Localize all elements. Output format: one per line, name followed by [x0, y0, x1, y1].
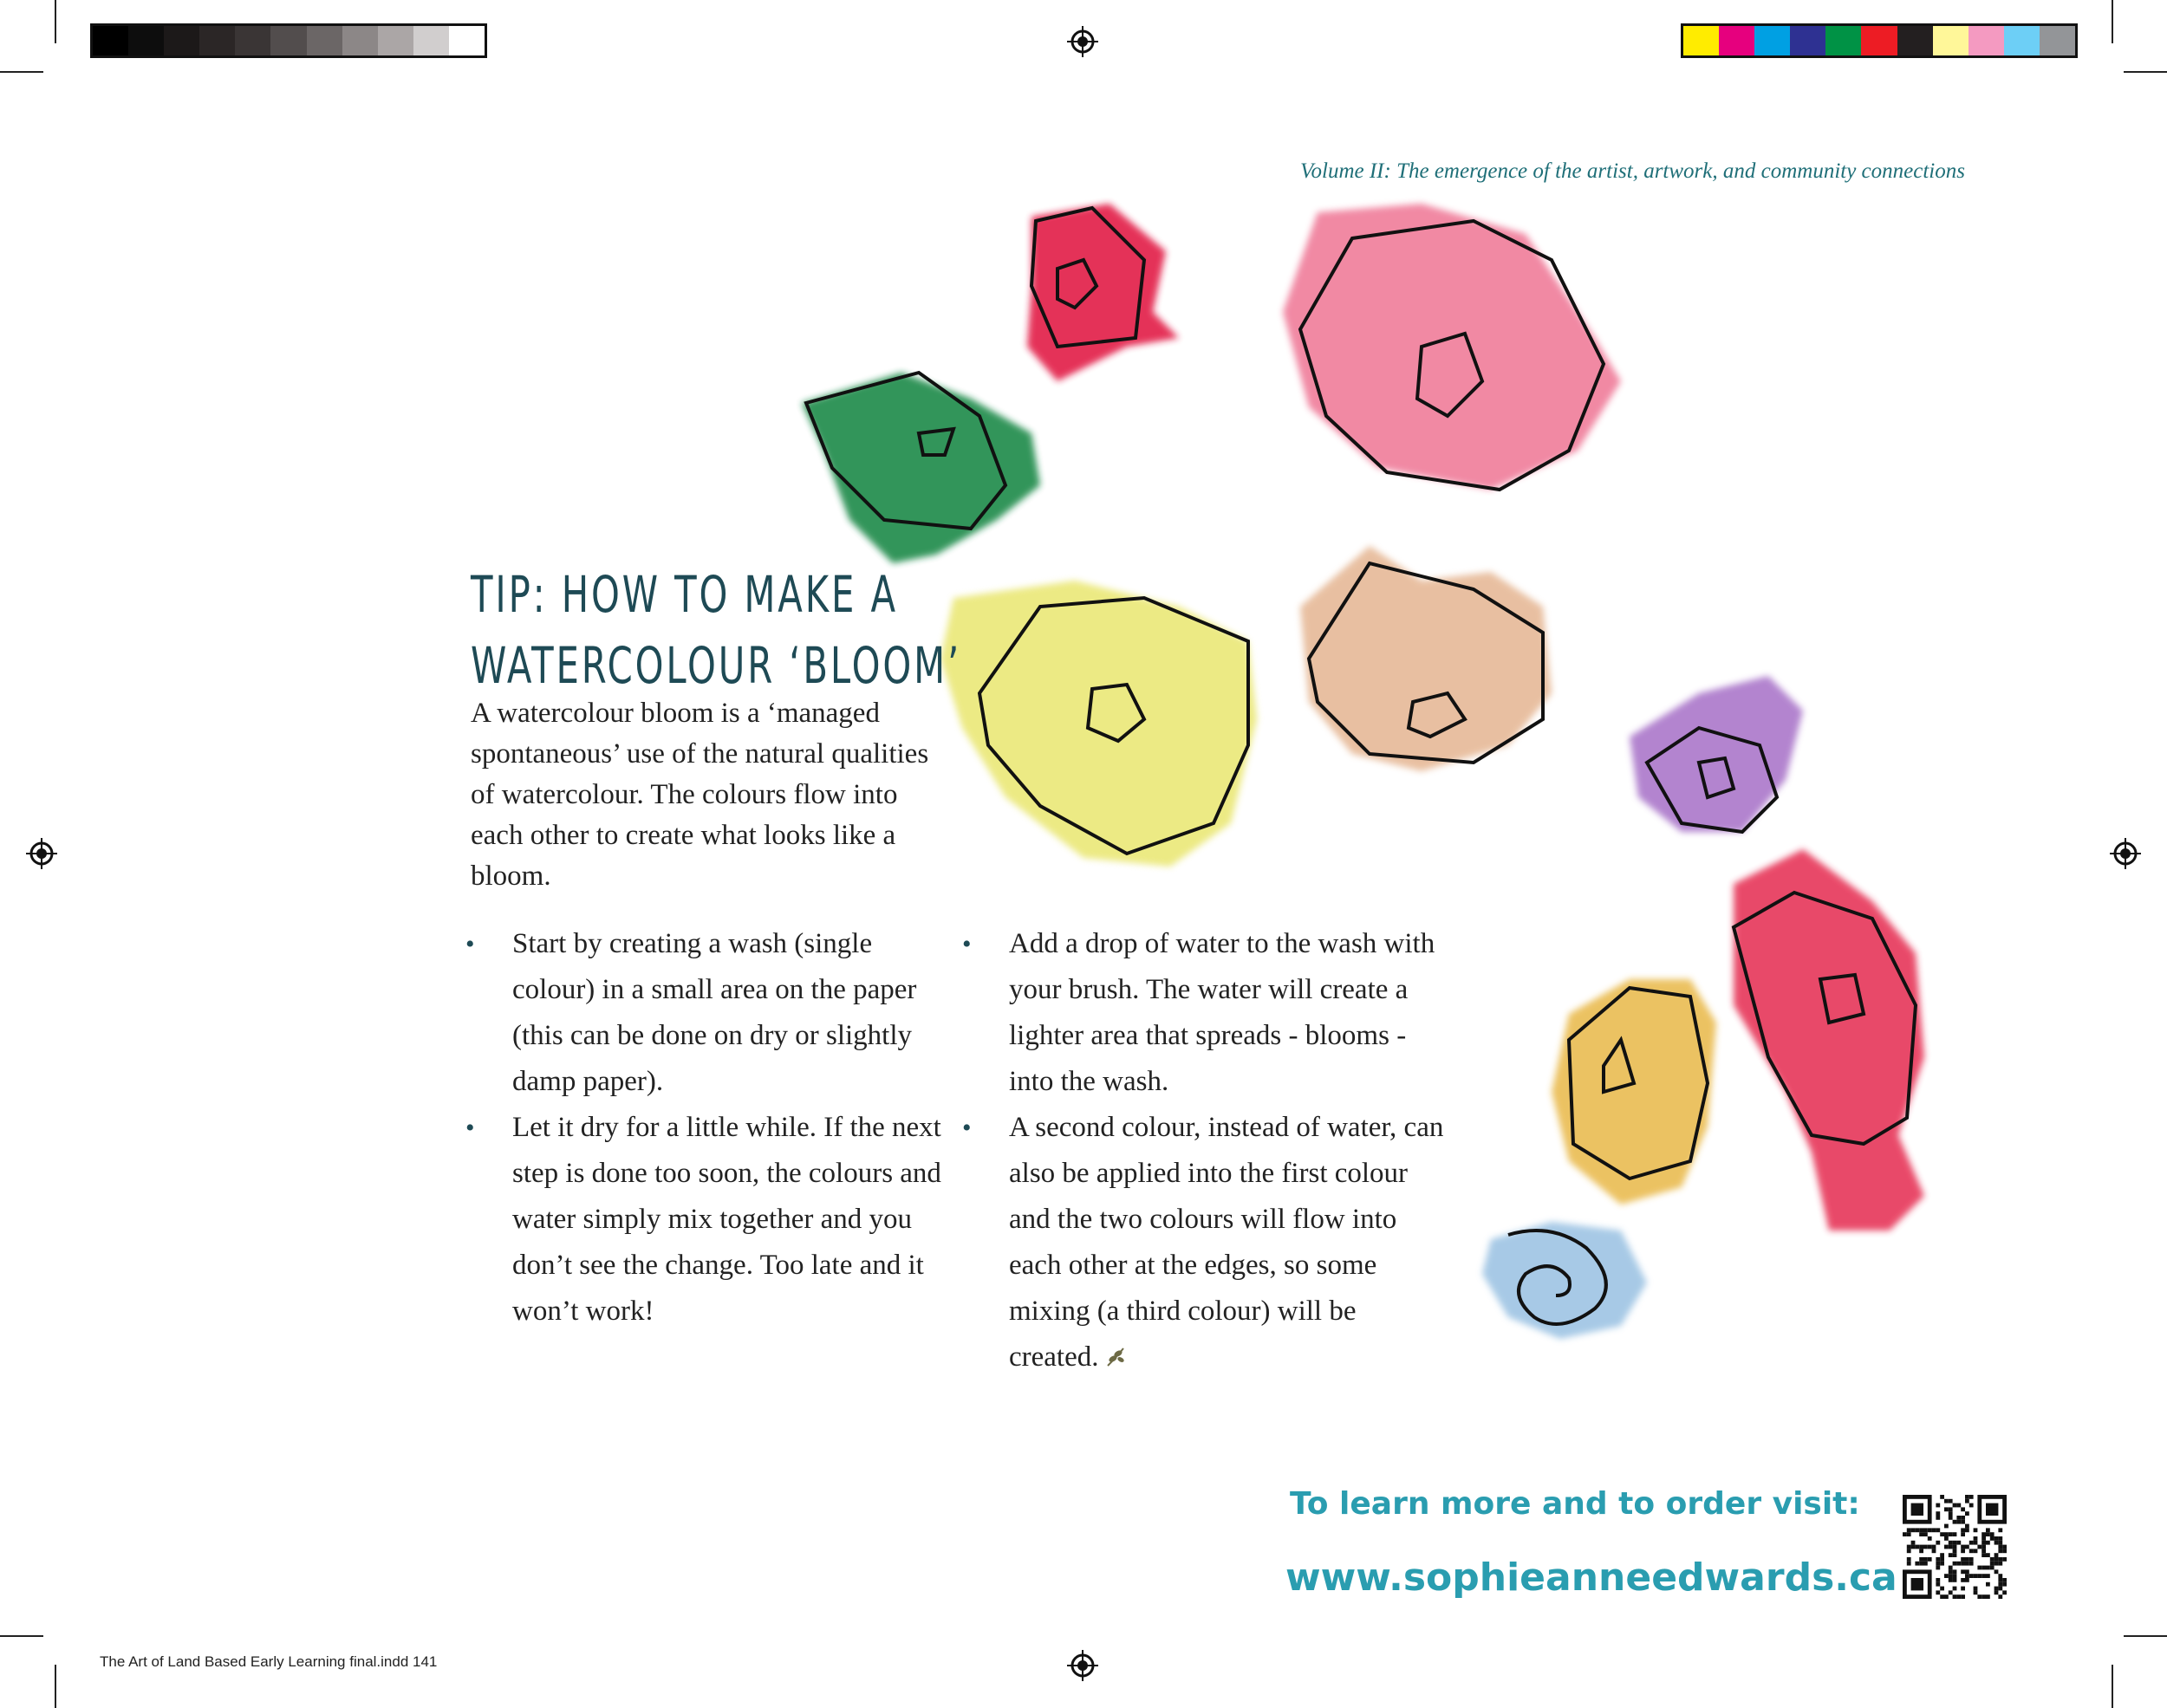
qr-module: [1949, 1507, 1953, 1511]
qr-module: [1977, 1574, 1982, 1578]
qr-module: [1944, 1574, 1949, 1578]
qr-module: [1986, 1541, 1990, 1545]
qr-module: [1986, 1528, 1990, 1532]
qr-module: [2002, 1590, 2007, 1594]
qr-module: [1965, 1545, 1969, 1549]
qr-module: [1923, 1532, 1928, 1536]
bullet-icon: •: [962, 930, 972, 958]
qr-module: [1953, 1520, 1957, 1524]
qr-module: [1998, 1574, 2002, 1578]
qr-module: [1990, 1562, 1995, 1566]
qr-module: [1961, 1578, 1965, 1582]
qr-module: [1919, 1532, 1923, 1536]
qr-module: [1940, 1562, 1944, 1566]
step-text: Start by creating a wash (single colour) in a small area on the paper (this can be done on dry or slightly damp paper).: [512, 928, 917, 1097]
qr-module: [1995, 1553, 1999, 1557]
qr-module: [2002, 1545, 2007, 1549]
qr-module: [2002, 1557, 2007, 1562]
qr-module: [1949, 1541, 1953, 1545]
qr-module: [1961, 1549, 1965, 1553]
qr-module: [1949, 1574, 1953, 1578]
steps-list-left: [465, 921, 951, 1335]
qr-module: [1961, 1587, 1965, 1591]
qr-module: [1949, 1499, 1953, 1503]
qr-module: [1965, 1524, 1969, 1529]
qr-module: [1923, 1562, 1928, 1566]
qr-module: [1982, 1536, 1986, 1541]
step-text: Let it dry for a little while. If the next step is done too soon, the colours and water simply mix together and you don’t see the change. Too late and it won’t work!: [512, 1112, 941, 1327]
qr-module: [1965, 1562, 1969, 1566]
qr-module: [1928, 1545, 1932, 1549]
qr-module: [1986, 1582, 1990, 1587]
qr-module: [1990, 1557, 1995, 1562]
qr-module: [1940, 1553, 1944, 1557]
bullet-icon: •: [962, 1114, 972, 1142]
qr-module: [1940, 1495, 1944, 1499]
qr-module: [1936, 1557, 1940, 1562]
qr-module: [1969, 1557, 1974, 1562]
qr-module: [1995, 1587, 1999, 1591]
qr-module: [1986, 1503, 1998, 1516]
qr-module: [1919, 1528, 1923, 1532]
qr-module: [1961, 1594, 1965, 1599]
qr-module: [1953, 1545, 1957, 1549]
qr-module: [1944, 1532, 1949, 1536]
golden-bloom: [1552, 979, 1716, 1205]
qr-module: [1923, 1545, 1928, 1549]
qr-module: [1944, 1499, 1949, 1503]
indd-slug: The Art of Land Based Early Learning final.indd 141: [100, 1653, 438, 1670]
qr-module: [1949, 1566, 1953, 1570]
qr-module: [1974, 1541, 1978, 1545]
qr-module: [1990, 1532, 1995, 1536]
qr-module: [1936, 1566, 1940, 1570]
red-bloom: [1027, 204, 1179, 381]
qr-module: [1961, 1528, 1965, 1532]
qr-module: [1949, 1578, 1953, 1582]
website-link[interactable]: www.sophieanneedwards.ca: [1285, 1555, 1897, 1600]
qr-module: [1949, 1516, 1953, 1520]
qr-module: [1944, 1545, 1949, 1549]
qr-module: [1936, 1578, 1940, 1582]
qr-module: [1911, 1545, 1916, 1549]
bullet-icon: •: [465, 1114, 475, 1142]
qr-module: [1936, 1582, 1940, 1587]
qr-module: [1990, 1536, 1995, 1541]
qr-module: [1949, 1569, 1953, 1574]
qr-module: [1928, 1557, 1932, 1562]
qr-module: [1974, 1549, 1978, 1553]
qr-module: [1911, 1578, 1923, 1590]
qr-module: [1953, 1553, 1957, 1557]
qr-module: [1977, 1545, 1982, 1549]
qr-module: [1986, 1566, 1990, 1570]
qr-module: [1995, 1562, 1999, 1566]
qr-module: [1961, 1532, 1965, 1536]
qr-module: [1907, 1545, 1911, 1549]
qr-module: [1998, 1536, 2002, 1541]
qr-module: [1936, 1511, 1940, 1516]
qr-module: [1965, 1569, 1969, 1574]
qr-module: [1923, 1528, 1928, 1532]
qr-module: [1998, 1587, 2002, 1591]
qr-module: [1986, 1532, 1990, 1536]
qr-module: [1982, 1549, 1986, 1553]
peach-bloom: [1300, 546, 1552, 771]
qr-module: [1998, 1582, 2002, 1587]
qr-module: [1961, 1557, 1965, 1562]
qr-module: [1956, 1594, 1961, 1599]
qr-module: [1932, 1545, 1936, 1549]
qr-module: [1915, 1528, 1919, 1532]
qr-module: [1940, 1594, 1944, 1599]
qr-module: [1949, 1590, 1953, 1594]
qr-module: [1986, 1574, 1990, 1578]
qr-module: [1956, 1562, 1961, 1566]
qr-module: [1919, 1557, 1923, 1562]
qr-module: [1932, 1528, 1936, 1532]
qr-module: [1965, 1557, 1969, 1562]
qr-module: [1965, 1511, 1969, 1516]
cta-label: To learn more and to order visit:: [1290, 1486, 1860, 1522]
qr-module: [1953, 1549, 1957, 1553]
qr-module: [1953, 1541, 1957, 1545]
yellow-bloom: [940, 581, 1257, 867]
qr-code-icon[interactable]: [1903, 1495, 2007, 1599]
qr-module: [1986, 1594, 1990, 1599]
qr-module: [1919, 1549, 1923, 1553]
qr-module: [1961, 1569, 1965, 1574]
qr-module: [1953, 1503, 1957, 1508]
qr-module: [1949, 1545, 1953, 1549]
qr-module: [1944, 1536, 1949, 1541]
qr-module: [1961, 1516, 1965, 1520]
qr-module: [1911, 1528, 1916, 1532]
qr-module: [1919, 1562, 1923, 1566]
qr-module: [1969, 1541, 1974, 1545]
qr-module: [1965, 1499, 1969, 1503]
qr-module: [1969, 1549, 1974, 1553]
qr-module: [1907, 1532, 1911, 1536]
qr-module: [1940, 1532, 1944, 1536]
qr-module: [1995, 1541, 1999, 1545]
qr-module: [1936, 1528, 1940, 1532]
qr-module: [1919, 1545, 1923, 1549]
qr-module: [1998, 1541, 2002, 1545]
qr-module: [1940, 1557, 1944, 1562]
qr-module: [1982, 1541, 1986, 1545]
qr-module: [1956, 1503, 1961, 1508]
qr-module: [1923, 1557, 1928, 1562]
qr-module: [1953, 1578, 1957, 1582]
pink-bloom: [1283, 204, 1621, 490]
green-bloom: [802, 373, 1040, 563]
qr-module: [1965, 1528, 1969, 1532]
tip-heading-line-2: WATERCOLOUR ‘BLOOM’: [471, 636, 962, 695]
qr-module: [1903, 1532, 1907, 1536]
qr-module: [1928, 1536, 1932, 1541]
qr-module: [1907, 1557, 1911, 1562]
qr-module: [1944, 1524, 1949, 1529]
qr-module: [1907, 1562, 1911, 1566]
leaf-end-icon: [1104, 1345, 1129, 1369]
qr-module: [1990, 1566, 1995, 1570]
qr-module: [1907, 1528, 1911, 1532]
qr-module: [1974, 1536, 1978, 1541]
qr-module: [1944, 1507, 1949, 1511]
qr-module: [1940, 1587, 1944, 1591]
qr-module: [1969, 1495, 1974, 1499]
list-item: [962, 1105, 1448, 1380]
qr-module: [1977, 1566, 1982, 1570]
qr-module: [1961, 1545, 1965, 1549]
qr-module: [1956, 1520, 1961, 1524]
qr-module: [1982, 1532, 1986, 1536]
qr-module: [1936, 1562, 1940, 1566]
qr-module: [1949, 1511, 1953, 1516]
qr-module: [1961, 1507, 1965, 1511]
qr-module: [1936, 1590, 1940, 1594]
step-text: A second colour, instead of water, can also be applied into the first colour and the two colours will flow into each other at the edges, so some mixing (a third colour) will be created.: [1009, 1112, 1444, 1373]
intro-paragraph: A watercolour bloom is a ‘managed spontaneous’ use of the natural qualities of watercolour. The colours flow into each other to create what looks like a bloom.: [471, 698, 929, 892]
qr-module: [1953, 1569, 1957, 1574]
qr-module: [1911, 1541, 1916, 1545]
qr-module: [1965, 1578, 1969, 1582]
qr-module: [2002, 1549, 2007, 1553]
qr-module: [1953, 1587, 1957, 1591]
qr-module: [1932, 1549, 1936, 1553]
qr-module: [1982, 1545, 1986, 1549]
qr-module: [1956, 1541, 1961, 1545]
qr-module: [1998, 1557, 2002, 1562]
qr-module: [1936, 1503, 1940, 1508]
qr-module: [2002, 1578, 2007, 1582]
qr-module: [1956, 1516, 1961, 1520]
qr-module: [1915, 1562, 1919, 1566]
purple-bloom: [1630, 676, 1803, 832]
running-header: Volume II: The emergence of the artist, artwork, and community connections: [1300, 159, 1965, 183]
qr-module: [2002, 1582, 2007, 1587]
qr-module: [1986, 1553, 1990, 1557]
qr-module: [1969, 1503, 1974, 1508]
qr-module: [1974, 1574, 1978, 1578]
qr-module: [1998, 1545, 2002, 1549]
qr-module: [1936, 1516, 1940, 1520]
qr-module: [1995, 1569, 1999, 1574]
qr-module: [1995, 1536, 1999, 1541]
qr-module: [1953, 1562, 1957, 1566]
qr-module: [1949, 1553, 1953, 1557]
qr-module: [1936, 1541, 1940, 1545]
qr-module: [1974, 1528, 1978, 1532]
blue-bloom: [1482, 1222, 1647, 1339]
qr-module: [1995, 1557, 1999, 1562]
qr-module: [1982, 1574, 1986, 1578]
qr-module: [1965, 1574, 1969, 1578]
qr-module: [1949, 1532, 1953, 1536]
qr-module: [1953, 1594, 1957, 1599]
step-text: Add a drop of water to the wash with your brush. The water will create a lighter area that spreads - blooms - into the wash.: [1009, 928, 1435, 1097]
qr-module: [1974, 1590, 1978, 1594]
qr-module: [1969, 1574, 1974, 1578]
qr-module: [1907, 1549, 1911, 1553]
qr-module: [1911, 1503, 1923, 1516]
qr-module: [1915, 1545, 1919, 1549]
qr-module: [1995, 1590, 1999, 1594]
qr-module: [1961, 1520, 1965, 1524]
list-item: [962, 921, 1448, 1105]
qr-module: [1982, 1553, 1986, 1557]
qr-module: [1998, 1578, 2002, 1582]
qr-module: [1982, 1594, 1986, 1599]
qr-module: [1961, 1562, 1965, 1566]
tip-heading: [471, 559, 961, 701]
qr-module: [1969, 1562, 1974, 1566]
magenta-bloom: [1734, 849, 1924, 1231]
qr-module: [1982, 1566, 1986, 1570]
tip-heading-line-1: TIP: HOW TO MAKE A: [471, 565, 898, 624]
qr-module: [1953, 1574, 1957, 1578]
qr-module: [1977, 1594, 1982, 1599]
qr-module: [1998, 1549, 2002, 1553]
qr-module: [1928, 1528, 1932, 1532]
qr-module: [1998, 1562, 2002, 1566]
bullet-icon: •: [465, 930, 475, 958]
list-item: [465, 921, 951, 1105]
qr-module: [1944, 1594, 1949, 1599]
qr-module: [1998, 1528, 2002, 1532]
qr-module: [1998, 1594, 2002, 1599]
list-item: [465, 1105, 951, 1335]
steps-list-right: [962, 921, 1448, 1380]
qr-module: [1974, 1587, 1978, 1591]
qr-module: [1953, 1532, 1957, 1536]
qr-module: [1965, 1495, 1969, 1499]
